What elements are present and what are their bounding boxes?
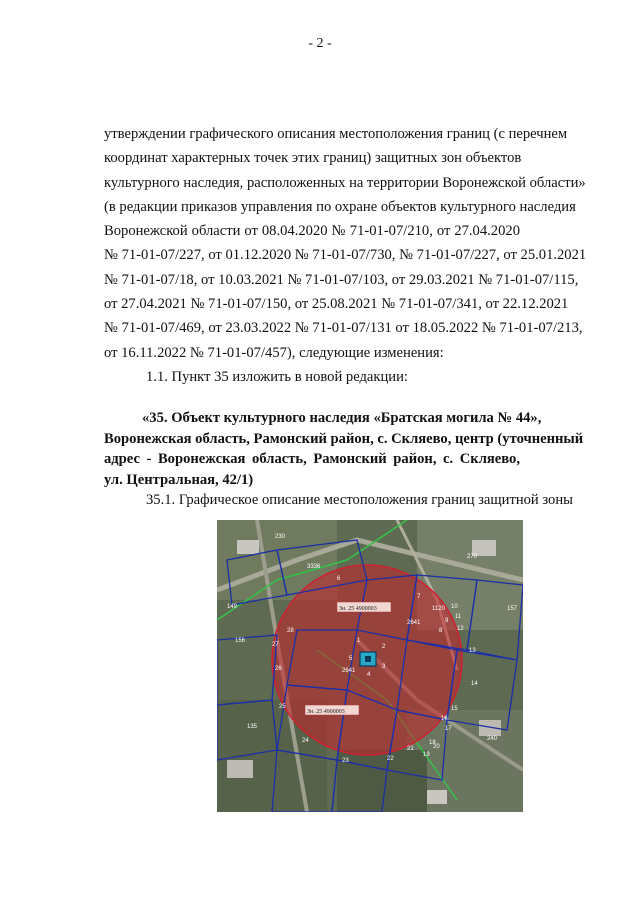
- parcel-label: 27: [272, 642, 279, 648]
- parcel-label: 24: [302, 738, 309, 744]
- bold-line: «35. Объект культурного наследия «Братская могила № 44»,: [142, 410, 542, 426]
- text-line: (в редакции приказов управления по охране объектов культурного наследия: [104, 198, 576, 215]
- page-number: - 2 -: [308, 36, 332, 51]
- parcel-label: 26: [275, 666, 282, 672]
- parcel-label: 18: [429, 740, 436, 746]
- parcel-label: 8: [439, 628, 443, 634]
- parcel-label: 240: [487, 736, 498, 742]
- parcel-label: 157: [507, 606, 518, 612]
- parcel-label: 1: [357, 638, 361, 644]
- parcel-label: 16: [441, 716, 448, 722]
- parcel-label: 21: [407, 746, 414, 752]
- bold-line: Воронежская область, Рамонский район, с. Скляево, центр (уточненный: [104, 430, 584, 447]
- item-35-title: [104, 408, 584, 490]
- parcel-label: 2641: [342, 668, 356, 674]
- zone-label-bottom: Зн. 25 4900003: [307, 709, 345, 715]
- text-line: № 71-01-07/469, от 23.03.2022 № 71-01-07/131 от 18.05.2022 № 71-01-07/213,: [104, 320, 583, 337]
- parcel-label: 7: [417, 594, 421, 600]
- text-line: от 27.04.2021 № 71-01-07/150, от 25.08.2021 № 71-01-07/341, от 22.12.2021: [104, 296, 569, 313]
- text-line: Воронежской области от 08.04.2020 № 71-01-07/210, от 27.04.2020: [104, 223, 520, 240]
- parcel-label: 9: [445, 618, 449, 624]
- parcel-label: 11: [455, 614, 462, 620]
- parcel-label: 230: [275, 534, 286, 540]
- parcel-label: 156: [235, 638, 246, 644]
- protection-zone-map: [217, 520, 523, 812]
- zone-label-top: Зн. 25 4900003: [339, 606, 377, 612]
- parcel-label: 28: [287, 628, 294, 634]
- parcel-label: 6: [337, 576, 341, 582]
- parcel-label: 15: [451, 706, 458, 712]
- bold-line: адрес - Воронежская область, Рамонский район, с. Скляево,: [104, 451, 520, 467]
- map-caption: 35.1. Графическое описание местоположения границ защитной зоны: [146, 492, 573, 508]
- map-image: [217, 520, 523, 812]
- parcel-label: 2: [382, 644, 386, 650]
- text-line: культурного наследия, расположенных на территории Воронежской области»: [104, 174, 586, 191]
- parcel-label: 3: [382, 664, 386, 670]
- parcel-label: 23: [342, 758, 349, 764]
- item-1-1: 1.1. Пункт 35 изложить в новой редакции:: [146, 368, 408, 385]
- text-line-last: от 16.11.2022 № 71-01-07/457), следующие изменения:: [104, 344, 444, 361]
- parcel-label: 2641: [407, 620, 421, 626]
- parcel-label: 10: [451, 604, 458, 610]
- parcel-label: 135: [247, 724, 258, 730]
- text-line: № 71-01-07/227, от 01.12.2020 № 71-01-07/730, № 71-01-07/227, от 25.01.2021: [104, 247, 587, 264]
- parcel-label: 149: [227, 604, 238, 610]
- text-line: № 71-01-07/18, от 10.03.2021 № 71-01-07/103, от 29.03.2021 № 71-01-07/115,: [104, 271, 579, 288]
- parcel-label: 4: [367, 672, 371, 678]
- parcel-label: 19: [423, 752, 430, 758]
- parcel-label: 5: [349, 656, 353, 662]
- parcel-label: 3336: [307, 564, 321, 570]
- parcel-label: 20: [433, 744, 440, 750]
- parcel-label: 1120: [432, 606, 445, 612]
- intro-paragraph: [104, 122, 587, 389]
- parcel-label: 270: [467, 554, 478, 560]
- parcel-label: 12: [457, 626, 464, 632]
- parcel-label: 25: [279, 704, 286, 710]
- bold-line-last: ул. Центральная, 42/1): [104, 471, 254, 488]
- text-line: координат характерных точек этих границ) защитных зон объектов: [104, 150, 522, 167]
- text-line: утверждении графического описания местоположения границ (с перечнем: [104, 126, 568, 142]
- parcel-label: 17: [445, 726, 452, 732]
- parcel-label: 13: [469, 648, 476, 654]
- parcel-label: 14: [471, 681, 478, 687]
- parcel-label: 22: [387, 756, 394, 762]
